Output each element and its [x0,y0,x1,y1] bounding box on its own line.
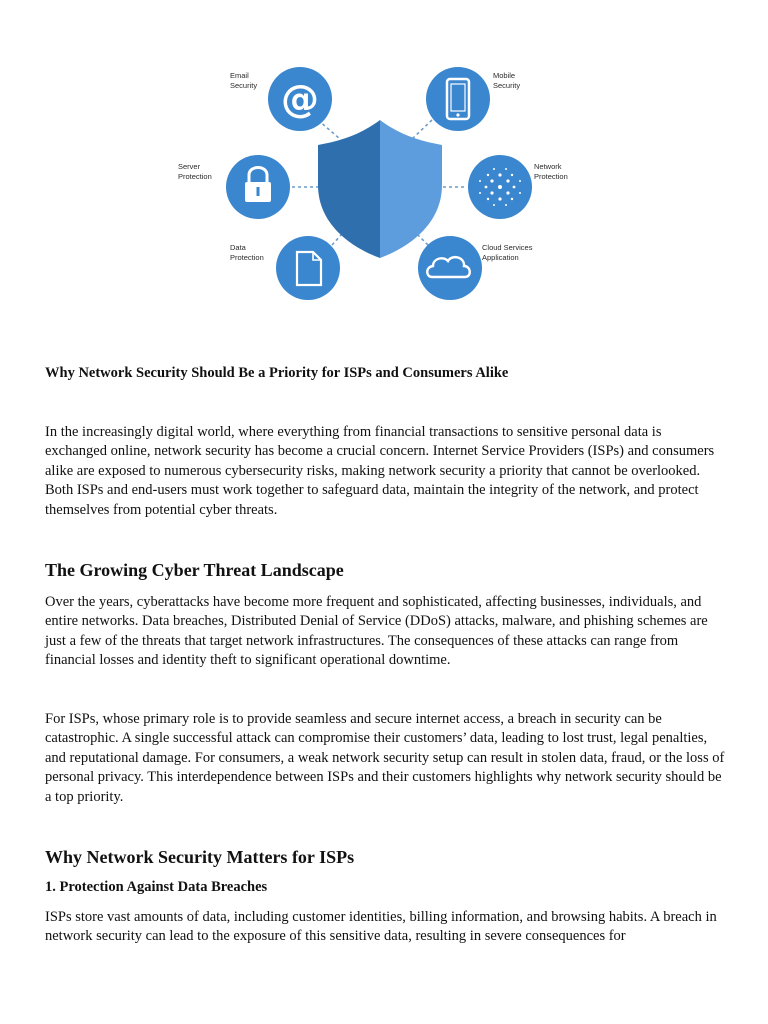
mobile-security-node [426,67,520,131]
mobile-label-line1: Mobile [493,71,516,80]
data-breaches-paragraph: ISPs store vast amounts of data, including customer identities, billing information, and browsing habits. A breach in network security can lead to the exposure of this sensitive data, resulting in severe consequences for [45,909,717,945]
section-heading-threat-landscape: The Growing Cyber Threat Landscape [45,560,344,580]
data-circle [276,236,340,300]
threat-landscape-paragraph-1: Over the years, cyberattacks have become more frequent and sophisticated, affecting businesses, individuals, and entire networks. Data breaches, Distributed Denial of Service (DDoS) attacks, malware, and phishing schemes are just a few of the threats that target network infrastructures. The consequences of these attacks can range from financial losses and identity theft to significant operational downtime. [45,594,708,669]
email-security-node [230,67,332,131]
data-label-line2: Protection [230,253,264,262]
server-label-line1: Server [178,162,201,171]
threat-landscape-paragraph-2: For ISPs, whose primary role is to provide seamless and secure internet access, a breach in security can be catastrophic. A single successful attack can compromise their customers’ data, leading to lost trust, legal penalties, and reputational damage. For consumers, a weak network security setup can result in stolen data, fraud, or the loss of personal privacy. This interdependence between ISPs and their customers highlights why network security should be a top priority. [45,711,725,805]
cloud-label-line2: Application [482,253,519,262]
network-security-illustration [160,55,600,310]
data-label-line1: Data [230,243,246,252]
subheading-data-breaches: 1. Protection Against Data Breaches [45,879,268,895]
mobile-circle [426,67,490,131]
cloud-label-line1: Cloud Services [482,243,533,252]
illustration-svg [160,55,600,310]
mobile-label-line2: Security [493,81,521,90]
server-protection-node [178,155,290,219]
connector-mobile [412,120,432,139]
network-protection-node [468,155,568,219]
network-label-line2: Protection [534,172,568,181]
email-label-line1: Email [230,71,249,80]
email-label-line2: Security [230,81,258,90]
network-label-line1: Network [534,162,562,171]
article-title: Why Network Security Should Be a Priority for ISPs and Consumers Alike [45,365,509,381]
cloud-services-node [418,236,533,300]
intro-paragraph: In the increasingly digital world, where everything from financial transactions to sensitive personal data is exchanged online, network security has become a crucial concern. Internet Service Providers (ISPs) and consumers alike are exposed to numerous cybersecurity risks, making network security a priority that cannot be overlooked. Both ISPs and end-users must work together to safeguard data, maintain the integrity of the network, and protect themselves from potential cyber threats. [45,424,715,518]
at-sign-icon: @ [281,77,319,121]
server-label-line2: Protection [178,172,212,181]
section-heading-isps: Why Network Security Matters for ISPs [45,847,355,867]
shield-icon [318,120,442,258]
data-protection-node [230,236,340,300]
